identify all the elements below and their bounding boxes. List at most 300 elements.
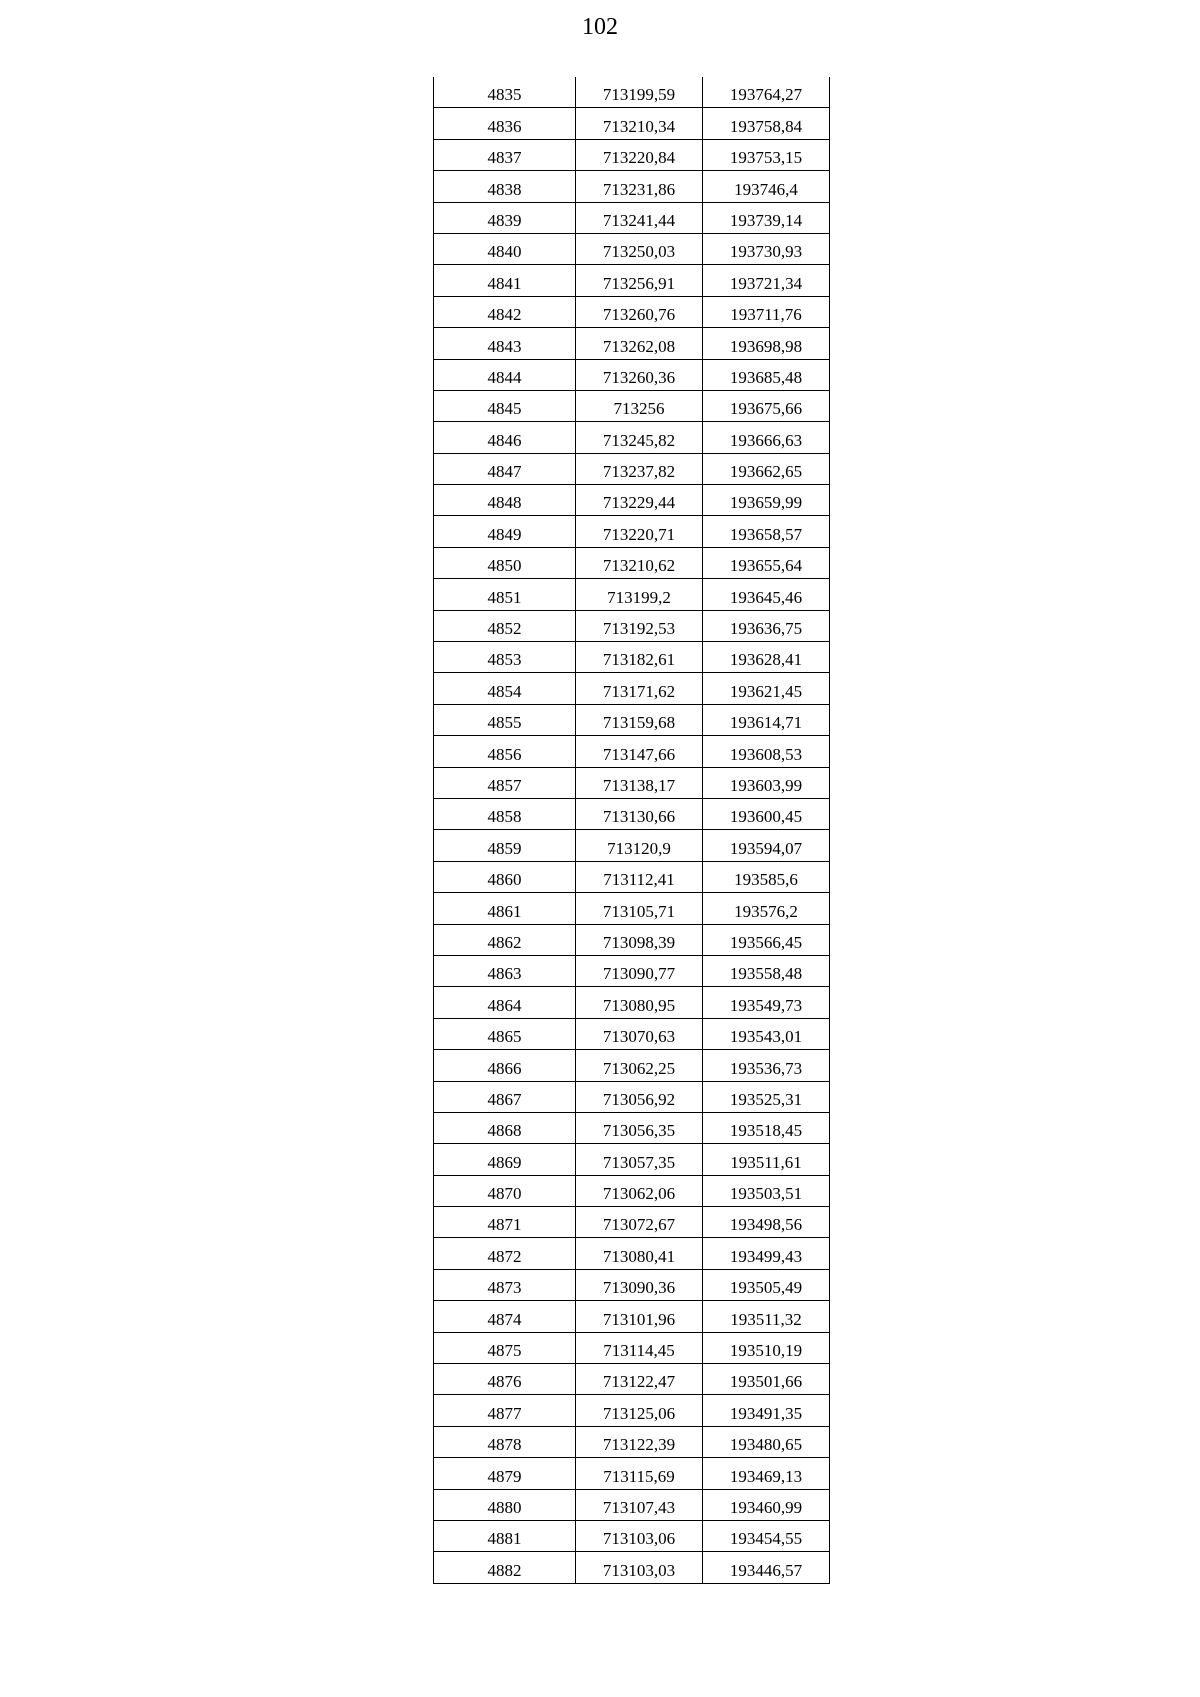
- x-coordinate-cell: [576, 202, 703, 233]
- table-row: [434, 579, 830, 610]
- y-coordinate-cell: [703, 1489, 830, 1520]
- x-coordinate-cell: [576, 108, 703, 139]
- cell-text: 4856: [487, 744, 522, 764]
- x-coordinate-cell: [576, 955, 703, 986]
- table-row: [434, 924, 830, 955]
- x-coordinate-cell: [576, 579, 703, 610]
- table-row: [434, 893, 830, 924]
- cell-text: 193746,4: [734, 179, 798, 199]
- point-number-cell: [434, 1458, 576, 1489]
- x-coordinate-cell: [576, 1520, 703, 1551]
- point-number-cell: [434, 1301, 576, 1332]
- point-number-cell: [434, 233, 576, 264]
- table-row: [434, 77, 830, 108]
- cell-text: 713122,39: [602, 1435, 676, 1455]
- cell-text: 193675,66: [729, 399, 803, 419]
- table-row: [434, 359, 830, 390]
- y-coordinate-cell: [703, 390, 830, 421]
- cell-text: 4850: [487, 556, 522, 576]
- table-row: [434, 1489, 830, 1520]
- cell-text: 713241,44: [602, 210, 676, 230]
- x-coordinate-cell: [576, 673, 703, 704]
- cell-text: 713105,71: [602, 901, 676, 921]
- cell-text: 193498,56: [729, 1215, 803, 1235]
- cell-text: 713245,82: [602, 430, 676, 450]
- table-row: [434, 1458, 830, 1489]
- cell-text: 713120,9: [607, 838, 671, 858]
- cell-text: 713062,25: [602, 1058, 676, 1078]
- cell-text: 713199,59: [602, 85, 676, 105]
- table-row: [434, 171, 830, 202]
- point-number-cell: [434, 610, 576, 641]
- table-row: [434, 265, 830, 296]
- table-row: [434, 390, 830, 421]
- point-number-cell: [434, 642, 576, 673]
- table-row: [434, 453, 830, 484]
- cell-text: 713098,39: [602, 932, 676, 952]
- cell-text: 713199,2: [607, 587, 671, 607]
- cell-text: 193536,73: [729, 1058, 803, 1078]
- cell-text: 713090,77: [602, 964, 676, 984]
- point-number-cell: [434, 139, 576, 170]
- table-row: [434, 955, 830, 986]
- cell-text: 4880: [487, 1497, 522, 1517]
- cell-text: 193636,75: [729, 619, 803, 639]
- y-coordinate-cell: [703, 736, 830, 767]
- point-number-cell: [434, 893, 576, 924]
- point-number-cell: [434, 1364, 576, 1395]
- cell-text: 713062,06: [602, 1184, 676, 1204]
- cell-text: 4836: [487, 116, 522, 136]
- cell-text: 713112,41: [603, 870, 675, 890]
- y-coordinate-cell: [703, 798, 830, 829]
- cell-text: 193525,31: [729, 1089, 803, 1109]
- table-row: [434, 485, 830, 516]
- x-coordinate-cell: [576, 1081, 703, 1112]
- table-row: [434, 1175, 830, 1206]
- cell-text: 4873: [487, 1278, 522, 1298]
- table-row: [434, 736, 830, 767]
- point-number-cell: [434, 1489, 576, 1520]
- y-coordinate-cell: [703, 830, 830, 861]
- point-number-cell: [434, 1238, 576, 1269]
- cell-text: 713107,43: [602, 1497, 676, 1517]
- cell-text: 4871: [487, 1215, 522, 1235]
- cell-text: 193614,71: [729, 713, 803, 733]
- cell-text: 193685,48: [729, 367, 803, 387]
- cell-text: 4844: [487, 367, 522, 387]
- x-coordinate-cell: [576, 1395, 703, 1426]
- cell-text: 193505,49: [729, 1278, 803, 1298]
- cell-text: 713250,03: [602, 242, 676, 262]
- point-number-cell: [434, 987, 576, 1018]
- x-coordinate-cell: [576, 390, 703, 421]
- cell-text: 193698,98: [729, 336, 803, 356]
- cell-text: 713182,61: [602, 650, 676, 670]
- cell-text: 193499,43: [729, 1246, 803, 1266]
- table-row: [434, 610, 830, 641]
- x-coordinate-cell: [576, 1269, 703, 1300]
- cell-text: 4843: [487, 336, 522, 356]
- cell-text: 193711,76: [730, 305, 802, 325]
- x-coordinate-cell: [576, 1364, 703, 1395]
- point-number-cell: [434, 1112, 576, 1143]
- cell-text: 193511,32: [730, 1309, 802, 1329]
- cell-text: 4877: [487, 1403, 522, 1423]
- x-coordinate-cell: [576, 767, 703, 798]
- y-coordinate-cell: [703, 1364, 830, 1395]
- y-coordinate-cell: [703, 453, 830, 484]
- y-coordinate-cell: [703, 861, 830, 892]
- table-row: [434, 1112, 830, 1143]
- table-row: [434, 139, 830, 170]
- y-coordinate-cell: [703, 1458, 830, 1489]
- y-coordinate-cell: [703, 1175, 830, 1206]
- cell-text: 4854: [487, 681, 522, 701]
- table-row: [434, 1426, 830, 1457]
- cell-text: 713125,06: [602, 1403, 676, 1423]
- cell-text: 4858: [487, 807, 522, 827]
- x-coordinate-cell: [576, 736, 703, 767]
- cell-text: 4835: [487, 85, 522, 105]
- y-coordinate-cell: [703, 233, 830, 264]
- cell-text: 193460,99: [729, 1497, 803, 1517]
- cell-text: 4855: [487, 713, 522, 733]
- cell-text: 4859: [487, 838, 522, 858]
- x-coordinate-cell: [576, 798, 703, 829]
- x-coordinate-cell: [576, 139, 703, 170]
- y-coordinate-cell: [703, 422, 830, 453]
- point-number-cell: [434, 924, 576, 955]
- table-row: [434, 673, 830, 704]
- cell-text: 4852: [487, 619, 522, 639]
- point-number-cell: [434, 77, 576, 108]
- table-row: [434, 1207, 830, 1238]
- point-number-cell: [434, 955, 576, 986]
- table-row: [434, 987, 830, 1018]
- table-row: [434, 202, 830, 233]
- y-coordinate-cell: [703, 642, 830, 673]
- cell-text: 713220,71: [602, 524, 676, 544]
- x-coordinate-cell: [576, 1050, 703, 1081]
- point-number-cell: [434, 1207, 576, 1238]
- cell-text: 193594,07: [729, 838, 803, 858]
- point-number-cell: [434, 265, 576, 296]
- cell-text: 193730,93: [729, 242, 803, 262]
- cell-text: 193658,57: [729, 524, 803, 544]
- x-coordinate-cell: [576, 328, 703, 359]
- cell-text: 4869: [487, 1152, 522, 1172]
- cell-text: 4849: [487, 524, 522, 544]
- cell-text: 713103,03: [602, 1560, 676, 1580]
- cell-text: 4840: [487, 242, 522, 262]
- x-coordinate-cell: [576, 547, 703, 578]
- cell-text: 193666,63: [729, 430, 803, 450]
- y-coordinate-cell: [703, 1552, 830, 1583]
- cell-text: 193721,34: [729, 273, 803, 293]
- cell-text: 713260,76: [602, 305, 676, 325]
- point-number-cell: [434, 547, 576, 578]
- cell-text: 713192,53: [602, 619, 676, 639]
- cell-text: 193543,01: [729, 1027, 803, 1047]
- cell-text: 193655,64: [729, 556, 803, 576]
- y-coordinate-cell: [703, 610, 830, 641]
- y-coordinate-cell: [703, 704, 830, 735]
- cell-text: 193501,66: [729, 1372, 803, 1392]
- y-coordinate-cell: [703, 1207, 830, 1238]
- cell-text: 193518,45: [729, 1121, 803, 1141]
- y-coordinate-cell: [703, 1144, 830, 1175]
- cell-text: 193480,65: [729, 1435, 803, 1455]
- x-coordinate-cell: [576, 1207, 703, 1238]
- cell-text: 4857: [487, 775, 522, 795]
- y-coordinate-cell: [703, 1269, 830, 1300]
- cell-text: 193558,48: [729, 964, 803, 984]
- cell-text: 193621,45: [729, 681, 803, 701]
- x-coordinate-cell: [576, 1238, 703, 1269]
- cell-text: 4872: [487, 1246, 522, 1266]
- cell-text: 713147,66: [602, 744, 676, 764]
- cell-text: 4862: [487, 932, 522, 952]
- cell-text: 4846: [487, 430, 522, 450]
- point-number-cell: [434, 485, 576, 516]
- table-row: [434, 1081, 830, 1112]
- cell-text: 713070,63: [602, 1027, 676, 1047]
- point-number-cell: [434, 296, 576, 327]
- cell-text: 713256: [613, 399, 665, 419]
- cell-text: 193753,15: [729, 148, 803, 168]
- y-coordinate-cell: [703, 1238, 830, 1269]
- cell-text: 193511,61: [730, 1152, 802, 1172]
- cell-text: 4841: [487, 273, 522, 293]
- table-row: [434, 547, 830, 578]
- cell-text: 4868: [487, 1121, 522, 1141]
- cell-text: 193764,27: [729, 85, 803, 105]
- cell-text: 713057,35: [602, 1152, 676, 1172]
- y-coordinate-cell: [703, 547, 830, 578]
- cell-text: 4847: [487, 462, 522, 482]
- cell-text: 713056,35: [602, 1121, 676, 1141]
- x-coordinate-cell: [576, 359, 703, 390]
- point-number-cell: [434, 1081, 576, 1112]
- cell-text: 4866: [487, 1058, 522, 1078]
- cell-text: 193549,73: [729, 995, 803, 1015]
- cell-text: 4842: [487, 305, 522, 325]
- cell-text: 193758,84: [729, 116, 803, 136]
- cell-text: 713138,17: [602, 775, 676, 795]
- point-number-cell: [434, 171, 576, 202]
- point-number-cell: [434, 516, 576, 547]
- table-row: [434, 296, 830, 327]
- point-number-cell: [434, 673, 576, 704]
- cell-text: 193662,65: [729, 462, 803, 482]
- table-row: [434, 108, 830, 139]
- cell-text: 4863: [487, 964, 522, 984]
- x-coordinate-cell: [576, 704, 703, 735]
- cell-text: 193446,57: [729, 1560, 803, 1580]
- x-coordinate-cell: [576, 1489, 703, 1520]
- cell-text: 4865: [487, 1027, 522, 1047]
- y-coordinate-cell: [703, 673, 830, 704]
- point-number-cell: [434, 108, 576, 139]
- x-coordinate-cell: [576, 861, 703, 892]
- cell-text: 713103,06: [602, 1529, 676, 1549]
- coordinates-table-body: [434, 77, 830, 1583]
- point-number-cell: [434, 704, 576, 735]
- table-row: [434, 328, 830, 359]
- point-number-cell: [434, 390, 576, 421]
- table-row: [434, 1050, 830, 1081]
- x-coordinate-cell: [576, 265, 703, 296]
- x-coordinate-cell: [576, 987, 703, 1018]
- cell-text: 713171,62: [602, 681, 676, 701]
- cell-text: 4837: [487, 148, 522, 168]
- table-row: [434, 1395, 830, 1426]
- y-coordinate-cell: [703, 1081, 830, 1112]
- point-number-cell: [434, 736, 576, 767]
- cell-text: 4874: [487, 1309, 522, 1329]
- cell-text: 193628,41: [729, 650, 803, 670]
- cell-text: 193469,13: [729, 1466, 803, 1486]
- x-coordinate-cell: [576, 1112, 703, 1143]
- point-number-cell: [434, 422, 576, 453]
- cell-text: 4848: [487, 493, 522, 513]
- cell-text: 713256,91: [602, 273, 676, 293]
- cell-text: 193503,51: [729, 1184, 803, 1204]
- cell-text: 713101,96: [602, 1309, 676, 1329]
- cell-text: 4838: [487, 179, 522, 199]
- cell-text: 193645,46: [729, 587, 803, 607]
- cell-text: 713122,47: [602, 1372, 676, 1392]
- cell-text: 713159,68: [602, 713, 676, 733]
- x-coordinate-cell: [576, 1552, 703, 1583]
- x-coordinate-cell: [576, 422, 703, 453]
- cell-text: 4878: [487, 1435, 522, 1455]
- y-coordinate-cell: [703, 202, 830, 233]
- cell-text: 4882: [487, 1560, 522, 1580]
- cell-text: 713080,41: [602, 1246, 676, 1266]
- cell-text: 193608,53: [729, 744, 803, 764]
- y-coordinate-cell: [703, 171, 830, 202]
- cell-text: 713115,69: [603, 1466, 675, 1486]
- point-number-cell: [434, 1395, 576, 1426]
- y-coordinate-cell: [703, 579, 830, 610]
- y-coordinate-cell: [703, 328, 830, 359]
- x-coordinate-cell: [576, 233, 703, 264]
- x-coordinate-cell: [576, 1018, 703, 1049]
- cell-text: 713229,44: [602, 493, 676, 513]
- table-row: [434, 704, 830, 735]
- cell-text: 713080,95: [602, 995, 676, 1015]
- point-number-cell: [434, 1175, 576, 1206]
- cell-text: 4864: [487, 995, 522, 1015]
- cell-text: 713056,92: [602, 1089, 676, 1109]
- y-coordinate-cell: [703, 1050, 830, 1081]
- point-number-cell: [434, 1426, 576, 1457]
- cell-text: 4851: [487, 587, 522, 607]
- table-row: [434, 516, 830, 547]
- cell-text: 193566,45: [729, 932, 803, 952]
- cell-text: 193603,99: [729, 775, 803, 795]
- y-coordinate-cell: [703, 139, 830, 170]
- x-coordinate-cell: [576, 1332, 703, 1363]
- point-number-cell: [434, 453, 576, 484]
- cell-text: 4881: [487, 1529, 522, 1549]
- table-row: [434, 1520, 830, 1551]
- point-number-cell: [434, 1269, 576, 1300]
- table-row: [434, 1364, 830, 1395]
- cell-text: 4879: [487, 1466, 522, 1486]
- x-coordinate-cell: [576, 1144, 703, 1175]
- point-number-cell: [434, 1332, 576, 1363]
- cell-text: 713072,67: [602, 1215, 676, 1235]
- point-number-cell: [434, 1144, 576, 1175]
- x-coordinate-cell: [576, 77, 703, 108]
- y-coordinate-cell: [703, 485, 830, 516]
- x-coordinate-cell: [576, 1175, 703, 1206]
- y-coordinate-cell: [703, 516, 830, 547]
- y-coordinate-cell: [703, 1112, 830, 1143]
- y-coordinate-cell: [703, 1018, 830, 1049]
- point-number-cell: [434, 1552, 576, 1583]
- table-row: [434, 422, 830, 453]
- point-number-cell: [434, 359, 576, 390]
- table-row: [434, 233, 830, 264]
- point-number-cell: [434, 202, 576, 233]
- y-coordinate-cell: [703, 1395, 830, 1426]
- y-coordinate-cell: [703, 955, 830, 986]
- cell-text: 4867: [487, 1089, 522, 1109]
- y-coordinate-cell: [703, 108, 830, 139]
- table-row: [434, 1552, 830, 1583]
- table-row: [434, 1238, 830, 1269]
- table-row: [434, 1301, 830, 1332]
- cell-text: 713210,34: [602, 116, 676, 136]
- point-number-cell: [434, 767, 576, 798]
- table-row: [434, 767, 830, 798]
- y-coordinate-cell: [703, 767, 830, 798]
- y-coordinate-cell: [703, 1520, 830, 1551]
- y-coordinate-cell: [703, 1301, 830, 1332]
- point-number-cell: [434, 1018, 576, 1049]
- table-row: [434, 798, 830, 829]
- cell-text: 713237,82: [602, 462, 676, 482]
- table-row: [434, 830, 830, 861]
- cell-text: 193454,55: [729, 1529, 803, 1549]
- point-number-cell: [434, 798, 576, 829]
- cell-text: 713130,66: [602, 807, 676, 827]
- y-coordinate-cell: [703, 77, 830, 108]
- table-row: [434, 861, 830, 892]
- x-coordinate-cell: [576, 893, 703, 924]
- point-number-cell: [434, 328, 576, 359]
- table-row: [434, 1018, 830, 1049]
- x-coordinate-cell: [576, 1458, 703, 1489]
- y-coordinate-cell: [703, 893, 830, 924]
- y-coordinate-cell: [703, 359, 830, 390]
- cell-text: 713090,36: [602, 1278, 676, 1298]
- cell-text: 193600,45: [729, 807, 803, 827]
- cell-text: 713114,45: [603, 1341, 675, 1361]
- y-coordinate-cell: [703, 296, 830, 327]
- table-row: [434, 642, 830, 673]
- x-coordinate-cell: [576, 642, 703, 673]
- y-coordinate-cell: [703, 1332, 830, 1363]
- point-number-cell: [434, 861, 576, 892]
- cell-text: 193585,6: [734, 870, 798, 890]
- cell-text: 713220,84: [602, 148, 676, 168]
- x-coordinate-cell: [576, 453, 703, 484]
